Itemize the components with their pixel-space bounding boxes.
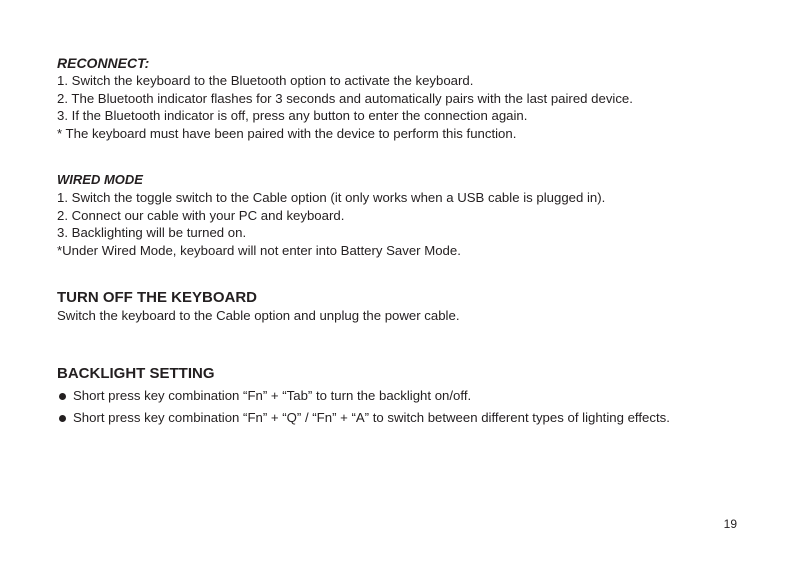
reconnect-heading: RECONNECT: xyxy=(57,55,150,71)
wired-mode-step-1: 1. Switch the toggle switch to the Cable option (it only works when a USB cable is plugged in). xyxy=(57,190,606,205)
backlight-section xyxy=(57,364,777,428)
backlight-bullet-1 xyxy=(57,386,777,406)
reconnect-step-1: 1. Switch the keyboard to the Bluetooth option to activate the keyboard. xyxy=(57,73,474,88)
wired-mode-heading: WIRED MODE xyxy=(57,172,143,187)
reconnect-note: * The keyboard must have been paired with the device to perform this function. xyxy=(57,125,517,141)
wired-mode-note: *Under Wired Mode, keyboard will not enter into Battery Saver Mode. xyxy=(57,242,461,258)
turn-off-section xyxy=(57,288,777,325)
bullet-icon xyxy=(59,415,66,422)
reconnect-step-2: 2. The Bluetooth indicator flashes for 3 seconds and automatically pairs with the last paired device. xyxy=(57,90,633,106)
backlight-bullet-1-text: Short press key combination “Fn” + “Tab” to turn the backlight on/off. xyxy=(73,388,472,403)
turn-off-heading: TURN OFF THE KEYBOARD xyxy=(57,289,257,306)
reconnect-section xyxy=(57,54,777,142)
bullet-icon xyxy=(59,393,66,400)
backlight-heading: BACKLIGHT SETTING xyxy=(57,365,215,382)
reconnect-step-3: 3. If the Bluetooth indicator is off, press any button to enter the connection again. xyxy=(57,108,528,124)
turn-off-text: Switch the keyboard to the Cable option and unplug the power cable. xyxy=(57,308,460,323)
wired-mode-step-3: 3. Backlighting will be turned on. xyxy=(57,225,247,241)
wired-mode-section xyxy=(57,171,777,259)
backlight-bullet-2-text: Short press key combination “Fn” + “Q” / “Fn” + “A” to switch between different types of lighting effects. xyxy=(73,410,670,425)
page-number: 19 xyxy=(723,517,737,531)
wired-mode-step-2: 2. Connect our cable with your PC and keyboard. xyxy=(57,207,345,223)
backlight-bullet-2 xyxy=(57,408,777,428)
